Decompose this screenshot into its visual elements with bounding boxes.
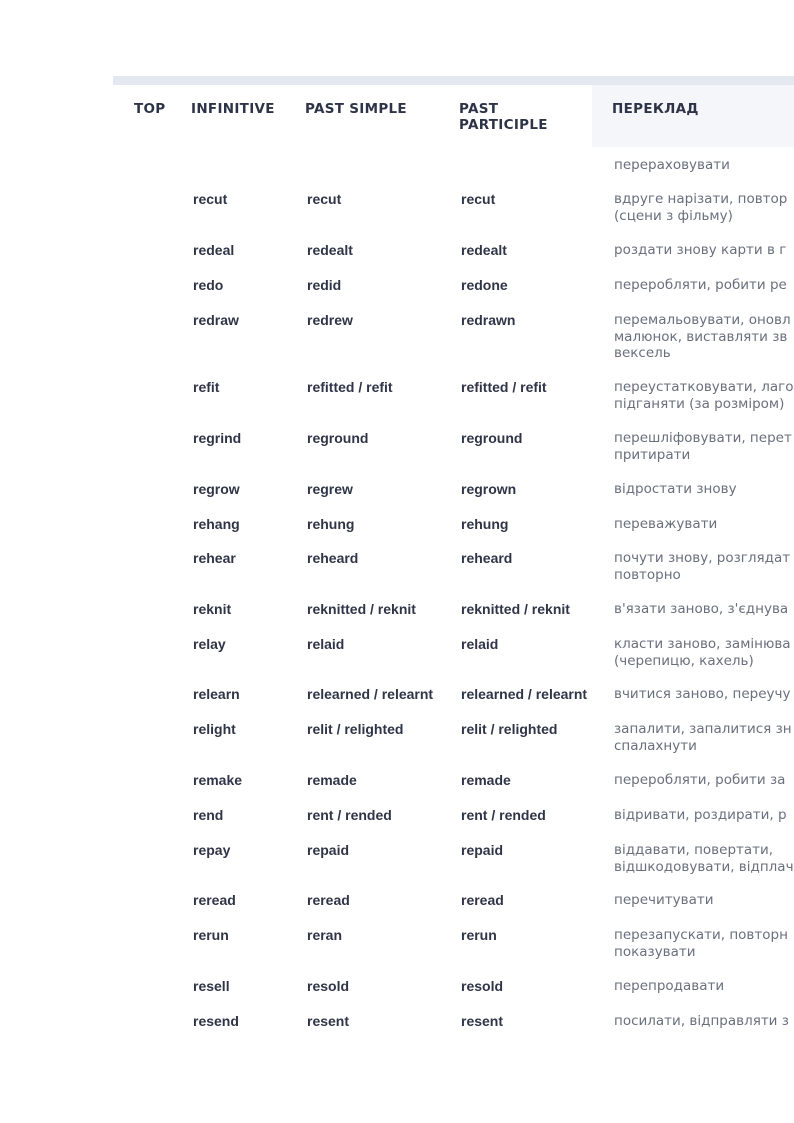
- translation-line: переробляти, робити за: [614, 772, 786, 788]
- cell-infinitive: relay: [193, 636, 226, 652]
- cell-past-simple: relaid: [307, 636, 345, 652]
- cell-infinitive: relight: [193, 721, 236, 737]
- cell-infinitive: reknit: [193, 601, 232, 617]
- cell-past-simple: rehung: [307, 516, 355, 532]
- table-row: [113, 711, 794, 762]
- cell-infinitive: resend: [193, 1013, 239, 1029]
- cell-translation: [614, 516, 794, 533]
- header-past-participle: PAST PARTICIPLE: [459, 101, 548, 133]
- table-body: [113, 147, 794, 1038]
- cell-translation: [614, 157, 794, 174]
- translation-line: (сцени з фільму): [614, 207, 733, 224]
- cell-infinitive: rehear: [193, 550, 236, 566]
- header-past-simple: PAST SIMPLE: [305, 101, 407, 117]
- cell-past-simple: reran: [307, 927, 343, 943]
- cell-translation: [614, 191, 794, 224]
- cell-past-simple: regrew: [307, 481, 353, 497]
- header-translation: ПЕРЕКЛАД: [612, 101, 699, 117]
- table-row: [113, 181, 794, 232]
- table-row: [113, 676, 794, 711]
- table-row: [113, 762, 794, 797]
- cell-translation: [614, 636, 794, 669]
- cell-past-simple: resold: [307, 978, 350, 994]
- cell-translation: [614, 978, 794, 995]
- cell-translation: [614, 686, 794, 703]
- cell-past-participle: resold: [461, 978, 504, 994]
- cell-infinitive: rehang: [193, 516, 240, 532]
- cell-past-simple: redid: [307, 277, 342, 293]
- header-top: TOP: [134, 101, 166, 117]
- translation-line: перешліфовувати, перет: [614, 430, 792, 446]
- cell-infinitive: relearn: [193, 686, 240, 702]
- cell-translation: [614, 312, 794, 362]
- cell-past-simple: reground: [307, 430, 369, 446]
- cell-infinitive: regrind: [193, 430, 242, 446]
- translation-line: перепродавати: [614, 978, 725, 994]
- cell-past-simple: reknitted / reknit: [307, 601, 416, 617]
- cell-translation: [614, 481, 794, 498]
- cell-translation: [614, 601, 794, 618]
- table-header: [113, 85, 794, 147]
- translation-line: в'язати заново, з'єднува: [614, 601, 789, 617]
- header-infinitive: INFINITIVE: [191, 101, 275, 117]
- translation-line: почути знову, розглядат: [614, 550, 791, 566]
- cell-infinitive: rerun: [193, 927, 229, 943]
- table-top-border: [113, 76, 794, 85]
- cell-past-participle: reground: [461, 430, 523, 446]
- translation-line: роздати знову карти в г: [614, 242, 787, 258]
- cell-past-participle: repaid: [461, 842, 504, 858]
- cell-infinitive: refit: [193, 379, 220, 395]
- cell-infinitive: reread: [193, 892, 236, 908]
- cell-past-participle: reknitted / reknit: [461, 601, 570, 617]
- cell-past-participle: redealt: [461, 242, 507, 258]
- translation-line: перечитувати: [614, 892, 714, 908]
- table-row: [113, 882, 794, 917]
- cell-past-participle: resent: [461, 1013, 504, 1029]
- translation-line: відростати знову: [614, 481, 737, 497]
- table-row: [113, 917, 794, 968]
- table-row: [113, 591, 794, 626]
- cell-translation: [614, 927, 794, 960]
- cell-past-participle: reread: [461, 892, 504, 908]
- cell-past-participle: rent / rended: [461, 807, 546, 823]
- translation-line: запалити, запалитися зн: [614, 721, 792, 737]
- cell-infinitive: repay: [193, 842, 231, 858]
- cell-translation: [614, 550, 794, 583]
- cell-past-simple: recut: [307, 191, 342, 207]
- cell-infinitive: redo: [193, 277, 224, 293]
- cell-past-participle: remade: [461, 772, 511, 788]
- cell-infinitive: redraw: [193, 312, 239, 328]
- cell-past-participle: relearned / relearnt: [461, 686, 588, 702]
- cell-past-simple: refitted / refit: [307, 379, 393, 395]
- cell-past-participle: regrown: [461, 481, 517, 497]
- translation-line: перераховувати: [614, 157, 730, 173]
- translation-line: переустатковувати, лаго: [614, 379, 794, 395]
- translation-line: (черепицю, кахель): [614, 652, 754, 669]
- cell-translation: [614, 1013, 794, 1030]
- translation-line: посилати, відправляти з: [614, 1013, 789, 1029]
- cell-past-participle: relaid: [461, 636, 499, 652]
- cell-past-participle: recut: [461, 191, 496, 207]
- table-row: [113, 506, 794, 540]
- translation-line: перемальовувати, оновл: [614, 312, 791, 328]
- cell-past-simple: rent / rended: [307, 807, 392, 823]
- cell-past-participle: rehung: [461, 516, 509, 532]
- translation-line: вчитися заново, переучу: [614, 686, 791, 702]
- cell-infinitive: resell: [193, 978, 230, 994]
- cell-translation: [614, 242, 794, 259]
- table-row: [113, 232, 794, 267]
- cell-past-simple: relearned / relearnt: [307, 686, 434, 702]
- translation-line: підганяти (за розміром): [614, 395, 785, 412]
- table-row: [113, 1003, 794, 1038]
- cell-infinitive: redeal: [193, 242, 235, 258]
- table-row: [113, 832, 794, 882]
- translation-line: відшкодовувати, відплач: [614, 858, 794, 875]
- translation-line: вексель: [614, 345, 671, 361]
- cell-past-participle: relit / relighted: [461, 721, 558, 737]
- cell-past-participle: refitted / refit: [461, 379, 547, 395]
- translation-line: переважувати: [614, 516, 718, 532]
- cell-translation: [614, 842, 794, 875]
- table-row: [113, 968, 794, 1003]
- translation-line: відривати, роздирати, р: [614, 807, 787, 823]
- table-row: [113, 471, 794, 506]
- table-row: [113, 797, 794, 832]
- cell-infinitive: regrow: [193, 481, 240, 497]
- translation-line: спалахнути: [614, 737, 697, 754]
- cell-translation: [614, 277, 794, 294]
- cell-past-participle: reheard: [461, 550, 513, 566]
- table-row: [113, 267, 794, 302]
- translation-line: переробляти, робити ре: [614, 277, 787, 293]
- cell-translation: [614, 430, 794, 463]
- translation-line: повторно: [614, 566, 681, 583]
- cell-translation: [614, 772, 794, 789]
- cell-past-participle: redrawn: [461, 312, 516, 328]
- translation-line: показувати: [614, 943, 696, 960]
- cell-translation: [614, 721, 794, 754]
- table-row: [113, 369, 794, 420]
- cell-past-simple: redealt: [307, 242, 353, 258]
- cell-past-simple: relit / relighted: [307, 721, 404, 737]
- cell-past-simple: repaid: [307, 842, 350, 858]
- table-row: [113, 420, 794, 471]
- cell-infinitive: rend: [193, 807, 224, 823]
- translation-line: перезапускати, повторн: [614, 927, 788, 943]
- table-row: [113, 626, 794, 676]
- cell-past-simple: remade: [307, 772, 357, 788]
- translation-line: віддавати, повертати,: [614, 842, 774, 858]
- cell-translation: [614, 807, 794, 824]
- translation-line: малюнок, виставляти зв: [614, 328, 788, 345]
- cell-past-simple: redrew: [307, 312, 353, 328]
- table-row: [113, 302, 794, 369]
- cell-infinitive: remake: [193, 772, 243, 788]
- cell-past-participle: rerun: [461, 927, 497, 943]
- cell-past-simple: reread: [307, 892, 350, 908]
- table-row: [113, 540, 794, 591]
- translation-line: класти заново, замінюва: [614, 636, 791, 652]
- cell-translation: [614, 892, 794, 909]
- cell-translation: [614, 379, 794, 412]
- cell-past-simple: resent: [307, 1013, 350, 1029]
- translation-line: притирати: [614, 446, 691, 463]
- cell-past-simple: reheard: [307, 550, 359, 566]
- table-row: [113, 147, 794, 181]
- cell-infinitive: recut: [193, 191, 228, 207]
- translation-line: вдруге нарізати, повтор: [614, 191, 788, 207]
- cell-past-participle: redone: [461, 277, 508, 293]
